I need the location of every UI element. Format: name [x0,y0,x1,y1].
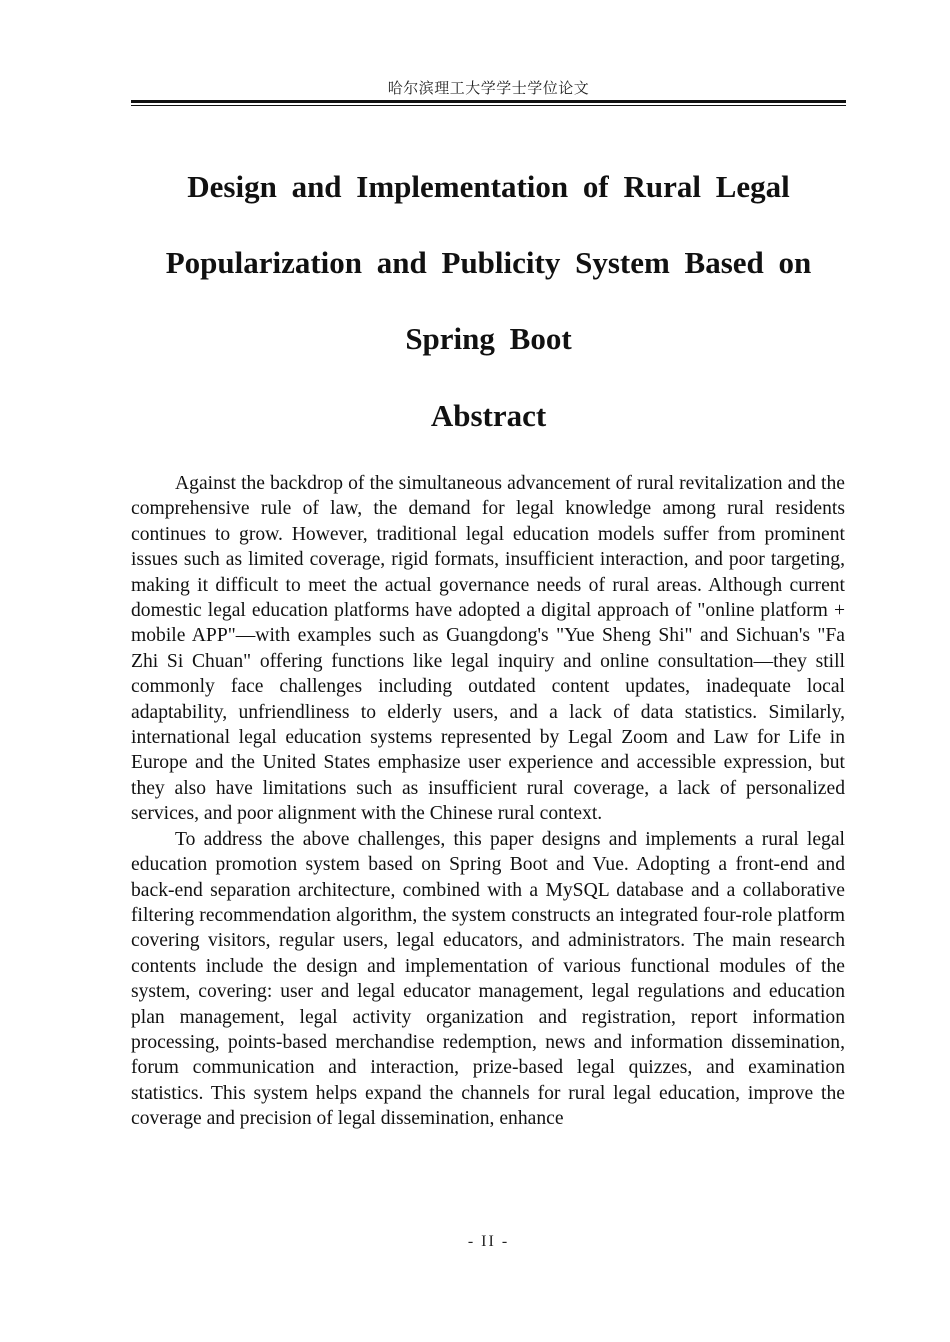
header-rule-thick [131,100,846,103]
abstract-heading: Abstract [430,398,547,433]
abstract-paragraph: Against the backdrop of the simultaneous advancement of rural revitalization and the comprehensive rule of law, the demand for legal knowledge among rural residents continues to grow. However, traditional legal education models suffer from prominent issues such as limited coverage, rigid formats, insufficient interaction, and poor targeting, making it difficult to meet the actual governance needs of rural areas. Although current domestic legal education platforms have adopted a digital approach of "online platform + mobile APP"—with examples such as Guangdong's "Yue Sheng Shi" and Sichuan's "Fa Zhi Si Chuan" offering functions like legal inquiry and online consultation—they still commonly face challenges including outdated content updates, inadequate local adaptability, unfriendliness to elderly users, and a lack of data statistics. Similarly, international legal education systems represented by Legal Zoom and Law for Life in Europe and the United States emphasize user experience and accessible expression, but they also have limitations such as insufficient rural coverage, a lack of personalized services, and poor alignment with the Chinese rural context. [131,473,845,825]
abstract-body [131,471,845,1132]
page-number: - II - [467,1233,510,1250]
thesis-title-line: Design and Implementation of Rural Legal [187,169,790,204]
header-rule-thin [131,105,846,106]
running-header: 哈尔滨理工大学学士学位论文 [387,79,590,97]
thesis-title-line: Spring Boot [405,321,572,356]
thesis-title-line: Popularization and Publicity System Based on [165,245,812,280]
thesis-title [131,149,846,377]
abstract-paragraph: To address the above challenges, this paper designs and implements a rural legal education promotion system based on Spring Boot and Vue. Adopting a front-end and back-end separation architecture, combined with a MySQL database and a collaborative filtering recommendation algorithm, the system constructs an integrated four-role platform covering visitors, regular users, legal educators, and administrators. The main research contents include the design and implementation of various functional modules of the system, covering: user and legal educator management, legal regulations and education plan management, legal activity organization and registration, report information processing, points-based merchandise redemption, news and information dissemination, forum communication and interaction, prize-based legal quizzes, and examination statistics. This system helps expand the channels for rural legal education, improve the coverage and precision of legal dissemination, enhance [131,828,845,1130]
